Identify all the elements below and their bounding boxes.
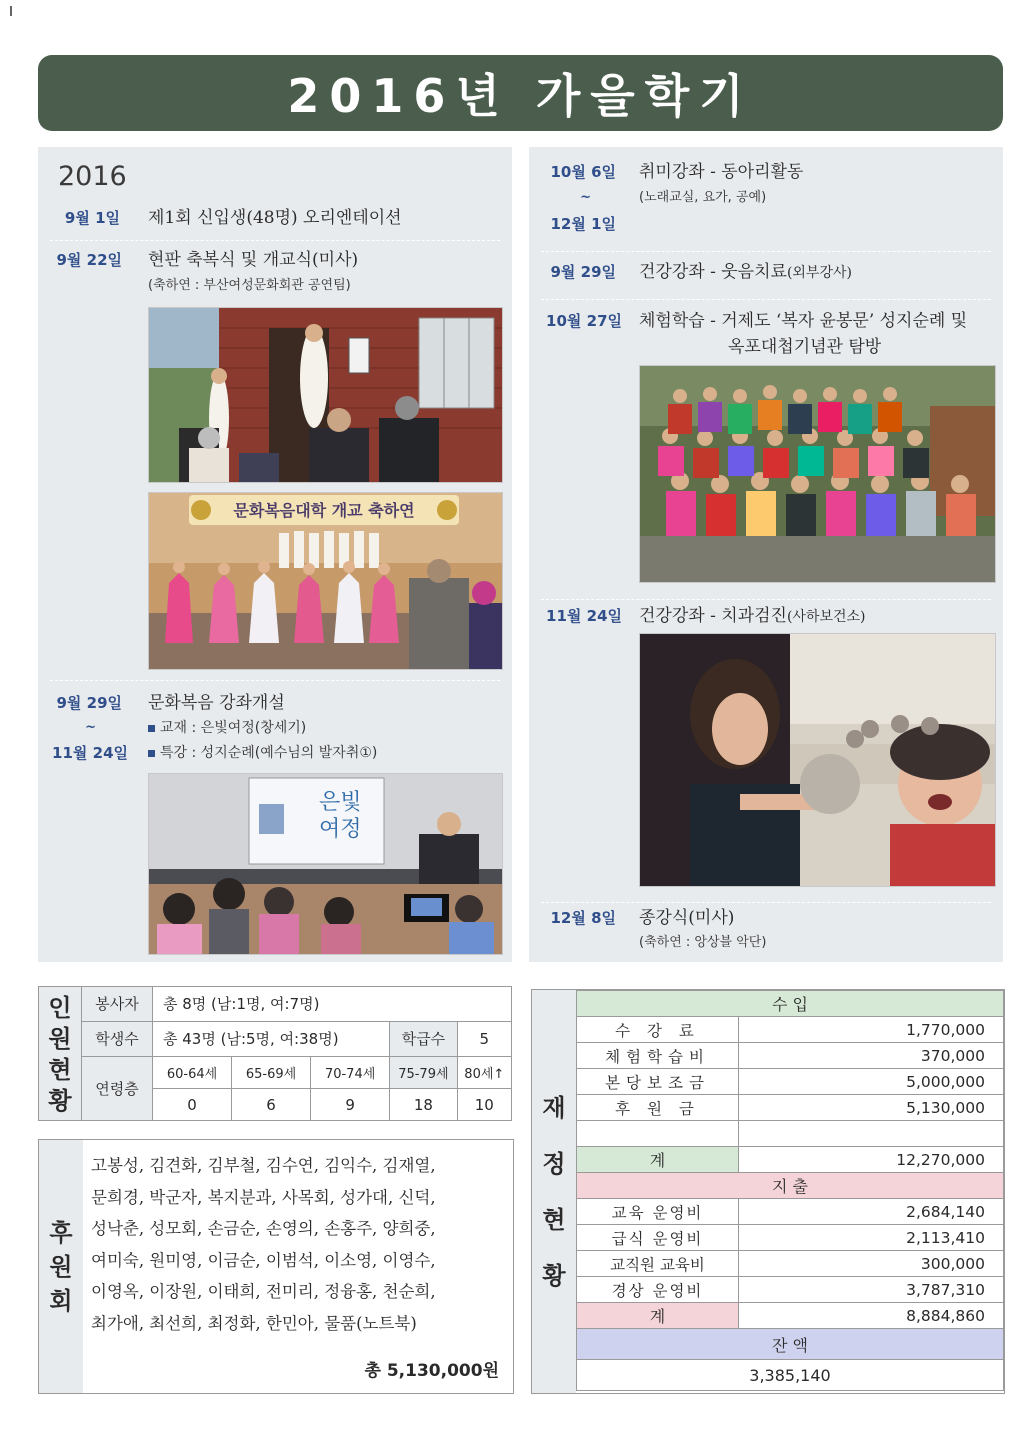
age-group-count: 6: [232, 1089, 311, 1121]
lecture-photo: [148, 773, 503, 955]
event-date-separator: ~: [580, 190, 591, 205]
balance-header: 잔 액: [577, 1329, 1004, 1360]
event-date: 9월 22일: [56, 251, 122, 269]
volunteers-label: 봉사자: [82, 987, 153, 1022]
scan-mark: [10, 6, 12, 16]
donor-line: 성낙춘, 성모회, 손금순, 손영의, 손홍주, 양희중,: [91, 1219, 436, 1238]
expense-total-label: 계: [577, 1303, 739, 1329]
group-pilgrimage-illustration: [640, 366, 995, 582]
divider: [541, 599, 991, 600]
event-subtitle: (축하연 : 앙상블 악단): [639, 935, 767, 950]
age-group-count: 0: [153, 1089, 232, 1121]
donor-line: 문희경, 박군자, 복지분과, 사목회, 성가대, 신덕,: [91, 1187, 436, 1207]
volunteers-value: 총 8명 (남:1명, 여:7명): [153, 987, 512, 1022]
personnel-status-label: 인 원 현 황: [39, 987, 82, 1121]
age-group-count: 18: [390, 1089, 457, 1121]
age-group-count: 9: [311, 1089, 390, 1121]
donor-box: [38, 1139, 514, 1394]
event-date-from: 10월 6일: [550, 163, 616, 181]
donor-line: 고봉성, 김견화, 김부철, 김수연, 김익수, 김재열,: [91, 1156, 436, 1175]
event-title: 건강강좌 - 치과검진(사하보건소): [639, 606, 866, 626]
screen-text-1: 은빛: [319, 790, 362, 815]
expense-item-amount: 3,787,310: [739, 1277, 1004, 1303]
plaque-blessing-illustration: [149, 308, 502, 482]
right-schedule-panel: [529, 147, 1003, 962]
expense-item-name: 교직원 교육비: [577, 1251, 739, 1277]
divider: [541, 299, 991, 300]
plaque-blessing-photo: [148, 307, 503, 483]
finance-label: 재 정 현 황: [532, 990, 576, 1393]
personnel-status-table: [38, 986, 512, 1121]
income-item-name: 수 강 료: [577, 1017, 739, 1043]
expense-item-amount: 2,113,410: [739, 1225, 1004, 1251]
group-pilgrimage-photo: [639, 365, 996, 583]
income-header: 수 입: [577, 991, 1004, 1017]
expense-item-name: 급식 운영비: [577, 1225, 739, 1251]
event-item: 교재 : 은빛여정(창세기): [148, 717, 306, 739]
income-item-amount: 1,770,000: [739, 1017, 1004, 1043]
classes-label: 학급수: [390, 1021, 457, 1056]
lecture-illustration: [149, 774, 502, 954]
donor-line: 최가애, 최선희, 최정화, 한민아, 물품(노트북): [91, 1313, 417, 1333]
income-item-amount: 5,130,000: [739, 1095, 1004, 1121]
finance-table: [576, 990, 1004, 1391]
finance-box: [531, 989, 1005, 1394]
event-title-continued: 옥포대첩기념관 탐방: [728, 337, 882, 357]
age-group-header: 60-64세: [153, 1056, 232, 1089]
event-date: 12월 8일: [550, 909, 616, 927]
expense-item-name: 교육 운영비: [577, 1199, 739, 1225]
age-group-header: 70-74세: [311, 1056, 390, 1089]
income-item-amount: 5,000,000: [739, 1069, 1004, 1095]
expense-item-amount: 2,684,140: [739, 1199, 1004, 1225]
students-value: 총 43명 (남:5명, 여:38명): [153, 1021, 390, 1056]
income-item-name: 본당보조금: [577, 1069, 739, 1095]
income-total: 12,270,000: [739, 1147, 1004, 1173]
blank-cell: [577, 1121, 739, 1147]
dental-checkup-illustration: [640, 634, 995, 886]
age-group-count: 10: [457, 1089, 511, 1121]
event-date-to: 11월 24일: [52, 744, 128, 762]
event-subtitle: (노래교실, 요가, 공예): [639, 190, 767, 205]
event-title: 건강강좌 - 웃음치료(외부강사): [639, 262, 852, 282]
event-date: 9월 1일: [64, 209, 120, 227]
left-schedule-panel: [38, 147, 512, 962]
page-title: 2016년 가을학기: [287, 69, 754, 123]
classes-value: 5: [457, 1021, 511, 1056]
divider: [541, 902, 991, 903]
screen-text-2: 여정: [319, 817, 362, 842]
expense-item-amount: 300,000: [739, 1251, 1004, 1277]
donor-line: 이영옥, 이장원, 이태희, 전미리, 정융홍, 천순희,: [91, 1282, 436, 1301]
income-item-name: 후 원 금: [577, 1095, 739, 1121]
opening-celebration-illustration: [149, 493, 502, 669]
income-total-label: 계: [577, 1147, 739, 1173]
donor-label: 후 원 회: [39, 1140, 83, 1393]
event-title: 제1회 신입생(48명) 오리엔테이션: [148, 208, 402, 228]
students-label: 학생수: [82, 1021, 153, 1056]
event-date: 9월 29일: [550, 263, 616, 281]
income-item-amount: 370,000: [739, 1043, 1004, 1069]
year-label: 2016: [58, 161, 127, 192]
divider: [50, 240, 500, 241]
balance-value: 3,385,140: [577, 1360, 1004, 1391]
age-group-header: 80세↑: [457, 1056, 511, 1089]
event-date-to: 12월 1일: [550, 215, 616, 233]
expense-item-name: 경상 운영비: [577, 1277, 739, 1303]
age-label: 연령층: [82, 1056, 153, 1120]
divider: [50, 680, 500, 681]
bullet-icon: [148, 750, 155, 757]
event-subtitle: (축하연 : 부산여성문화회관 공연팀): [148, 278, 351, 293]
event-date-separator: ~: [85, 720, 96, 735]
expense-total: 8,884,860: [739, 1303, 1004, 1329]
event-title: 체험학습 - 거제도 ‘복자 윤봉문’ 성지순례 및: [639, 311, 968, 331]
event-title: 현판 축복식 및 개교식(미사): [148, 250, 359, 270]
donor-line: 여미숙, 원미영, 이금순, 이범석, 이소영, 이영수,: [91, 1250, 436, 1270]
event-title: 종강식(미사): [639, 908, 735, 928]
age-group-header: 75-79세: [390, 1056, 457, 1089]
divider: [541, 251, 991, 252]
event-title: 문화복음 강좌개설: [148, 693, 285, 713]
title-banner: [38, 55, 1003, 131]
dental-checkup-photo: [639, 633, 996, 887]
blank-cell: [739, 1121, 1004, 1147]
event-item: 특강 : 성지순례(예수님의 발자취①): [148, 742, 377, 764]
event-date: 10월 27일: [546, 312, 622, 330]
opening-celebration-photo: [148, 492, 503, 670]
age-group-header: 65-69세: [232, 1056, 311, 1089]
donor-total: 총 5,130,000원: [364, 1361, 499, 1381]
event-date-from: 9월 29일: [56, 694, 122, 712]
event-date: 11월 24일: [546, 607, 622, 625]
banner-text: 문화복음대학 개교 축하연: [233, 501, 415, 520]
bullet-icon: [148, 725, 155, 732]
event-title: 취미강좌 - 동아리활동: [639, 162, 804, 182]
income-item-name: 체험학습비: [577, 1043, 739, 1069]
donor-names: [91, 1150, 509, 1339]
expense-header: 지 출: [577, 1173, 1004, 1199]
